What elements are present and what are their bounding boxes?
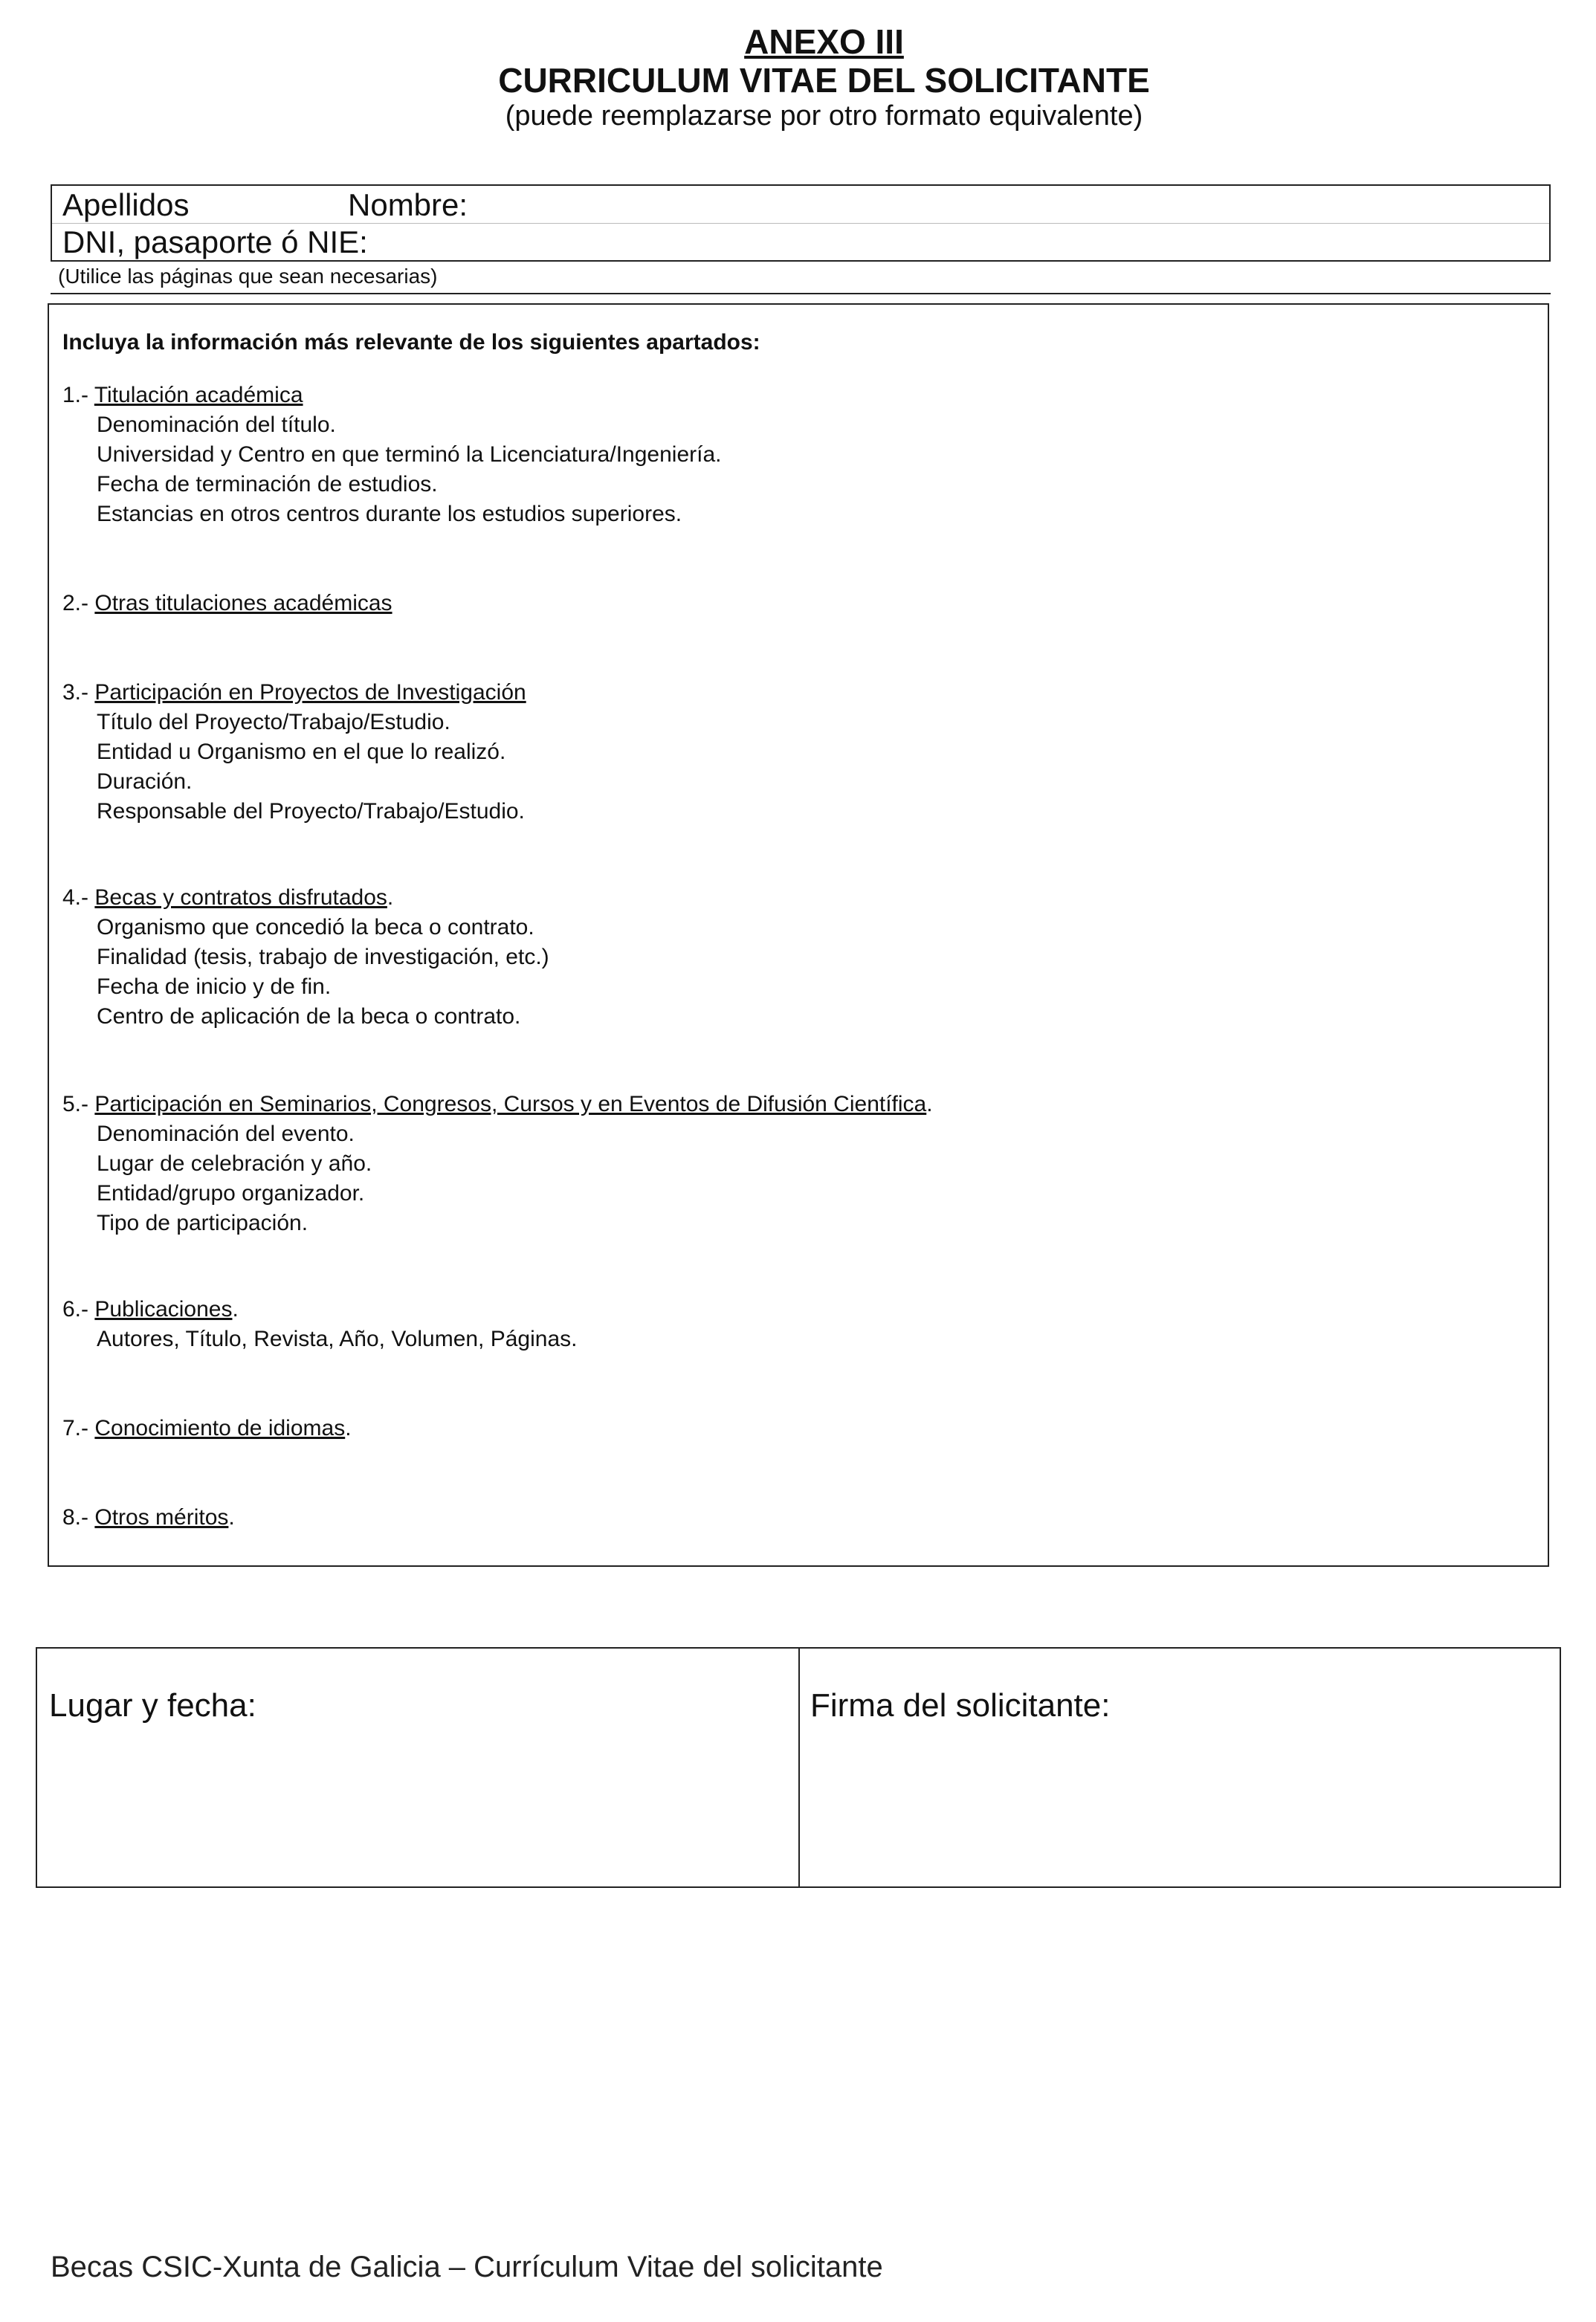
section-item: Organismo que concedió la beca o contrato. xyxy=(97,915,534,940)
section-number: 4.- xyxy=(62,885,89,910)
annex-label: ANEXO III xyxy=(744,22,904,61)
section-suffix: . xyxy=(345,1416,352,1440)
document-header xyxy=(0,22,1596,132)
format-note: (puede reemplazarse por otro formato equivalente) xyxy=(505,100,1143,132)
section-item: Fecha de terminación de estudios. xyxy=(97,472,438,497)
section-heading: Participación en Seminarios, Congresos, Cursos y en Eventos de Difusión Científica xyxy=(94,1092,927,1116)
cv-sections-box xyxy=(48,303,1549,1567)
surname-label: Apellidos xyxy=(62,187,190,222)
section-item: Estancias en otros centros durante los estudios superiores. xyxy=(97,502,682,526)
section-title xyxy=(62,589,392,618)
section-item: Tipo de participación. xyxy=(97,1211,308,1235)
section-heading: Otras titulaciones académicas xyxy=(94,591,392,615)
section-number: 1.- xyxy=(62,383,89,407)
section-number: 5.- xyxy=(62,1092,89,1116)
section-grants-contracts xyxy=(62,883,549,1032)
applicant-signature-label: Firma del solicitante: xyxy=(810,1687,1111,1724)
section-seminars-congresses xyxy=(62,1090,933,1238)
section-publications xyxy=(62,1295,577,1354)
section-item: Fecha de inicio y de fin. xyxy=(97,974,332,999)
section-item: Entidad/grupo organizador. xyxy=(97,1181,365,1206)
signature-table xyxy=(36,1647,1561,1888)
name-label: Nombre: xyxy=(348,187,468,222)
sections-intro: Incluya la información más relevante de los siguientes apartados: xyxy=(62,330,760,355)
place-date-label: Lugar y fecha: xyxy=(49,1687,256,1724)
section-number: 2.- xyxy=(62,591,89,615)
pages-rule xyxy=(51,293,1551,294)
section-item: Responsable del Proyecto/Trabajo/Estudio. xyxy=(97,799,525,824)
section-heading: Titulación académica xyxy=(94,383,303,407)
section-title xyxy=(62,1414,352,1443)
page-footer: Becas CSIC-Xunta de Galicia – Currículum Vitae del solicitante xyxy=(51,2251,883,2283)
section-suffix: . xyxy=(387,885,394,910)
section-item: Centro de aplicación de la beca o contrato. xyxy=(97,1004,521,1029)
section-item: Denominación del título. xyxy=(97,413,336,437)
section-item: Entidad u Organismo en el que lo realizó. xyxy=(97,740,506,764)
section-suffix: . xyxy=(926,1092,933,1116)
section-research-projects xyxy=(62,678,526,827)
section-title xyxy=(62,381,721,410)
applicant-identity-box xyxy=(51,184,1551,262)
section-heading: Becas y contratos disfrutados xyxy=(94,885,387,910)
section-item: Autores, Título, Revista, Año, Volumen, Páginas. xyxy=(97,1327,578,1351)
section-academic-degree xyxy=(62,381,721,529)
signature-divider xyxy=(798,1649,800,1886)
section-item: Denominación del evento. xyxy=(97,1122,355,1146)
section-suffix: . xyxy=(232,1297,239,1322)
section-other-merits xyxy=(62,1503,235,1533)
section-number: 3.- xyxy=(62,680,89,705)
section-item: Duración. xyxy=(97,769,193,794)
dni-label: DNI, pasaporte ó NIE: xyxy=(62,224,368,259)
section-item: Título del Proyecto/Trabajo/Estudio. xyxy=(97,710,450,734)
section-title xyxy=(62,883,549,913)
section-languages xyxy=(62,1414,352,1443)
section-suffix: . xyxy=(228,1505,235,1530)
section-title xyxy=(62,678,526,708)
section-title xyxy=(62,1503,235,1533)
section-title xyxy=(62,1295,577,1325)
document-title: CURRICULUM VITAE DEL SOLICITANTE xyxy=(498,61,1150,100)
section-item: Finalidad (tesis, trabajo de investigación, etc.) xyxy=(97,945,549,969)
identity-divider xyxy=(52,223,1549,224)
section-heading: Publicaciones xyxy=(94,1297,233,1322)
section-title xyxy=(62,1090,933,1119)
section-other-degrees xyxy=(62,589,392,618)
section-item: Universidad y Centro en que terminó la Licenciatura/Ingeniería. xyxy=(97,442,722,467)
section-heading: Conocimiento de idiomas xyxy=(94,1416,346,1440)
section-number: 7.- xyxy=(62,1416,89,1440)
section-heading: Otros méritos xyxy=(94,1505,229,1530)
section-item: Lugar de celebración y año. xyxy=(97,1151,372,1176)
section-number: 6.- xyxy=(62,1297,89,1322)
pages-note: (Utilice las páginas que sean necesarias) xyxy=(58,265,438,288)
section-heading: Participación en Proyectos de Investigación xyxy=(94,680,526,705)
section-number: 8.- xyxy=(62,1505,89,1530)
